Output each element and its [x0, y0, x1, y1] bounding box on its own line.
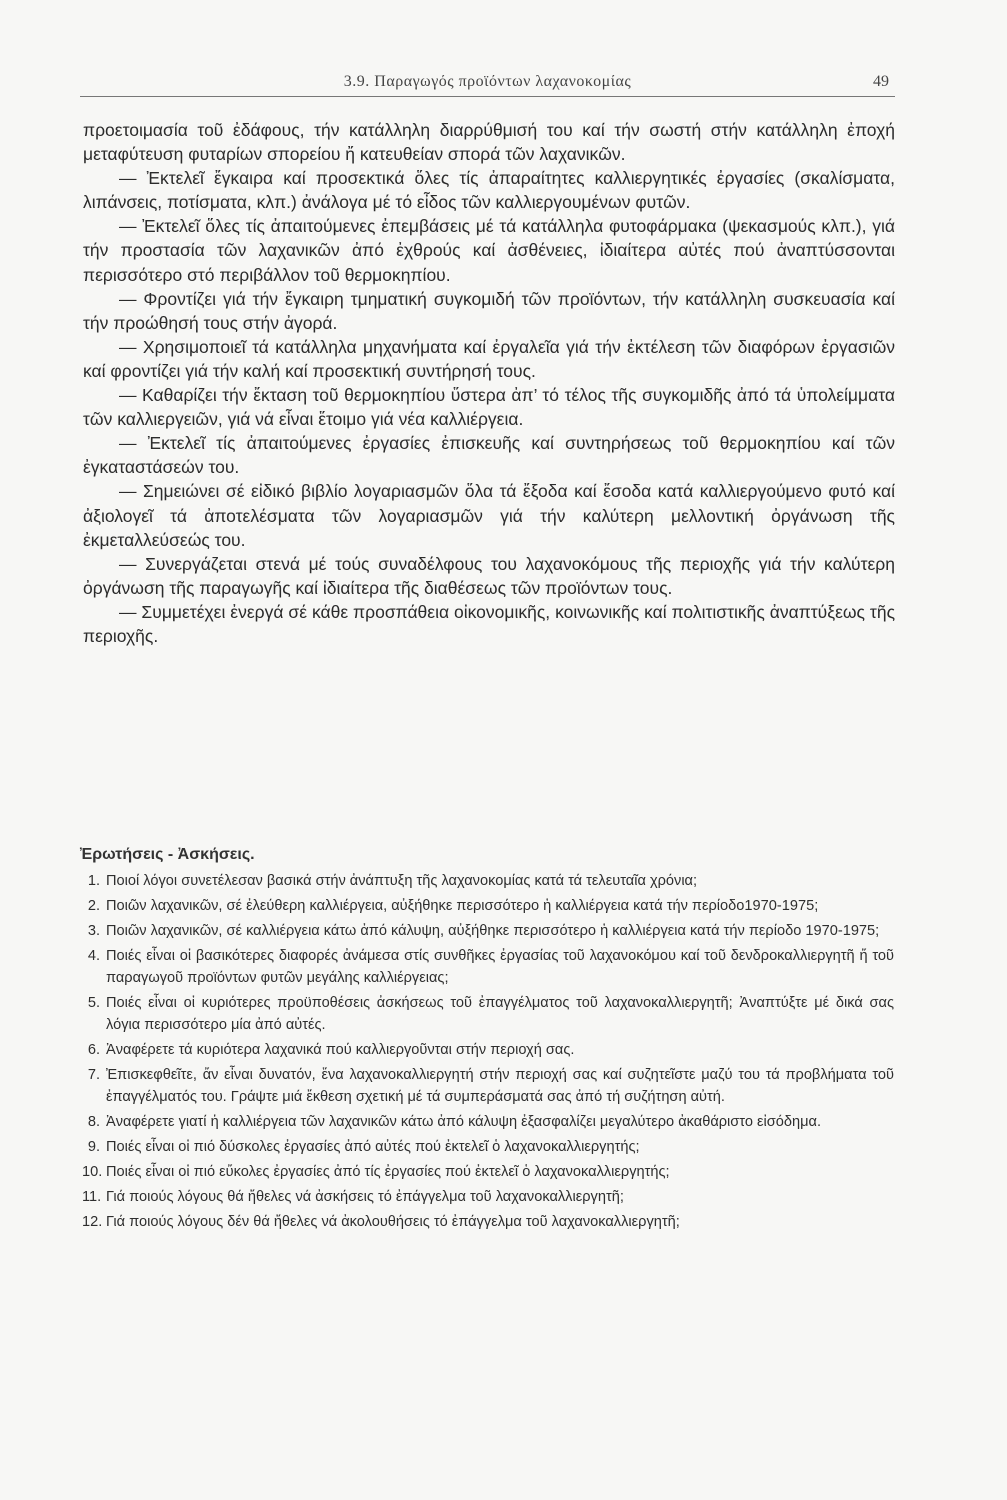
running-title: 3.9. Παραγωγός προϊόντων λαχανοκομίας: [343, 73, 632, 90]
question-text: Γιά ποιούς λόγους δέν θά ἤθελες νά ἀκολουθήσεις τό ἐπάγγελμα τοῦ λαχανοκαλλιεργητῆ;: [106, 1214, 680, 1230]
page-header: [80, 70, 895, 97]
question-item: [82, 895, 894, 917]
question-number: 7.: [87, 1067, 100, 1083]
question-item: [82, 1064, 894, 1108]
question-item: [82, 870, 894, 892]
question-number: 5.: [87, 995, 100, 1011]
questions-list: [82, 870, 894, 1236]
question-number: 2.: [87, 898, 100, 914]
page-number: 49: [873, 73, 889, 90]
question-item: [82, 1111, 894, 1133]
question-number: 10.: [82, 1164, 103, 1180]
questions-heading: Ἐρωτήσεις - Ἀσκήσεις.: [80, 846, 255, 863]
question-item: [82, 920, 894, 942]
paragraph: — Ἐκτελεῖ τίς ἀπαιτούμενες ἐργασίες ἐπισκευῆς καί συντηρήσεως τοῦ θερμοκηπίου καί τῶν ἐγκαταστάσεών του.: [83, 433, 895, 478]
paragraph: — Χρησιμοποιεῖ τά κατάλληλα μηχανήματα καί ἐργαλεῖα γιά τήν ἐκτέλεση τῶν διαφόρων ἐργασιῶν καί φροντίζει γιά τήν καλή καί προσεκτική συντήρησή τους.: [83, 336, 895, 381]
paragraph: — Συμμετέχει ἐνεργά σέ κάθε προσπάθεια οἰκονομικῆς, κοινωνικῆς καί πολιτιστικῆς ἀναπτύξεως τῆς περιοχῆς.: [83, 601, 895, 646]
paragraph: προετοιμασία τοῦ ἐδάφους, τήν κατάλληλη διαρρύθμισή του καί τήν σωστή στήν κατάλληλη ἐποχή μεταφύτευση φυταρίων σπορείου ἤ κατευθείαν σπορά τῶν λαχανικῶν.: [83, 120, 895, 165]
question-text: Ποιοί λόγοι συνετέλεσαν βασικά στήν ἀνάπτυξη τῆς λαχανοκομίας κατά τά τελευταῖα χρόνια;: [106, 873, 698, 889]
question-item: [82, 992, 894, 1036]
paragraph: — Σημειώνει σέ εἰδικό βιβλίο λογαριασμῶν ὅλα τά ἔξοδα καί ἔσοδα κατά καλλιεργούμενο φυτό καί ἀξιολογεῖ τά ἀποτελέσματα τῶν λογαριασμῶν γιά τήν καλύτερη μελλοντική ὀργάνωση τῆς ἐκμεταλλεύσεώς του.: [83, 481, 895, 550]
paragraph: — Καθαρίζει τήν ἔκταση τοῦ θερμοκηπίου ὕστερα ἀπ’ τό τέλος τῆς συγκομιδῆς ἀπό τά ὑπολείμματα τῶν καλλιεργειῶν, γιά νά εἶναι ἕτοιμο γιά νέα καλλιέργεια.: [83, 385, 895, 430]
question-item: [82, 1161, 894, 1183]
question-text: Ἐπισκεφθεῖτε, ἄν εἶναι δυνατόν, ἕνα λαχανοκαλλιεργητή στήν περιοχή σας καί συζητεῖστε μαζύ του τά προβλήματα τοῦ ἐπαγγέλματός του. Γράψτε μιά ἔκθεση σχετική μέ τά συμπεράσματά σας ἀπό τή συζήτηση αὐτή.: [106, 1067, 894, 1105]
question-item: [82, 1039, 894, 1061]
question-number: 4.: [87, 948, 100, 964]
question-text: Ἀναφέρετε γιατί ἡ καλλιέργεια τῶν λαχανικῶν κάτω ἀπό κάλυψη ἐξασφαλίζει μεγαλύτερο ἀκαθάριστο εἰσόδημα.: [106, 1114, 822, 1130]
paragraph: — Ἐκτελεῖ ὅλες τίς ἀπαιτούμενες ἐπεμβάσεις μέ τά κατάλληλα φυτοφάρμακα (ψεκασμούς κλπ.), γιά τήν προστασία τῶν λαχανικῶν ἀπό ἐχθρούς καί ἀσθένειες, ἰδιαίτερα αὐτές πού ἀναπτύσσονται περισσότερο στό περιβάλλον τοῦ θερμοκηπίου.: [83, 216, 895, 285]
question-text: Ποιές εἶναι οἱ βασικότερες διαφορές ἀνάμεσα στίς συνθῆκες ἐργασίας τοῦ λαχανοκόμου καί τοῦ δενδροκαλλιεργητῆ ἤ τοῦ παραγωγοῦ προϊόντων φυτῶν μεγάλης καλλιέργειας;: [106, 948, 894, 986]
question-number: 3.: [87, 923, 100, 939]
question-number: 8.: [87, 1114, 100, 1130]
question-item: [82, 1136, 894, 1158]
question-text: Ἀναφέρετε τά κυριότερα λαχανικά πού καλλιεργοῦνται στήν περιοχή σας.: [106, 1042, 575, 1058]
question-number: 6.: [87, 1042, 100, 1058]
question-text: Ποιῶν λαχανικῶν, σέ ἐλεύθερη καλλιέργεια, αὐξήθηκε περισσότερο ἡ καλλιέργεια κατά τήν περίοδο1970-1975;: [106, 898, 819, 914]
question-text: Ποιές εἶναι οἱ πιό εὔκολες ἐργασίες ἀπό τίς ἐργασίες πού ἐκτελεῖ ὁ λαχανοκαλλιεργητής;: [106, 1164, 670, 1180]
question-item: [82, 1211, 894, 1233]
question-number: 11.: [82, 1189, 102, 1205]
question-text: Γιά ποιούς λόγους θά ἤθελες νά ἀσκήσεις τό ἐπάγγελμα τοῦ λαχανοκαλλιεργητῆ;: [106, 1189, 624, 1205]
paragraph: — Συνεργάζεται στενά μέ τούς συναδέλφους του λαχανοκόμους τῆς περιοχῆς γιά τήν καλύτερη ὀργάνωση τῆς παραγωγῆς καί ἰδιαίτερα τῆς διαθέσεως τῶν προϊόντων τους.: [83, 553, 895, 598]
question-text: Ποιές εἶναι οἱ κυριότερες προϋποθέσεις ἀσκήσεως τοῦ ἐπαγγέλματος τοῦ λαχανοκαλλιεργητῆ; Ἀναπτύξτε μέ δικά σας λόγια περισσότερο μία ἀπό αὐτές.: [106, 995, 894, 1033]
question-number: 1.: [87, 873, 100, 889]
body-text: [83, 118, 895, 648]
paragraph: — Φροντίζει γιά τήν ἔγκαιρη τμηματική συγκομιδή τῶν προϊόντων, τήν κατάλληλη συσκευασία καί τήν προώθησή τους στήν ἀγορά.: [83, 288, 895, 333]
question-number: 9.: [87, 1139, 100, 1155]
question-number: 12.: [82, 1214, 103, 1230]
paragraph: — Ἐκτελεῖ ἔγκαιρα καί προσεκτικά ὅλες τίς ἀπαραίτητες καλλιεργητικές ἐργασίες (σκαλίσματα, λιπάνσεις, ποτίσματα, κλπ.) ἀνάλογα μέ τό εἶδος τῶν καλλιεργουμένων φυτῶν.: [83, 168, 895, 213]
question-text: Ποιές εἶναι οἱ πιό δύσκολες ἐργασίες ἀπό αὐτές πού ἐκτελεῖ ὁ λαχανοκαλλιεργητής;: [106, 1139, 640, 1155]
question-item: [82, 945, 894, 989]
question-text: Ποιῶν λαχανικῶν, σέ καλλιέργεια κάτω ἀπό κάλυψη, αὐξήθηκε περισσότερο ἡ καλλιέργεια κατά τήν περίοδο 1970-1975;: [106, 923, 880, 939]
question-item: [82, 1186, 894, 1208]
